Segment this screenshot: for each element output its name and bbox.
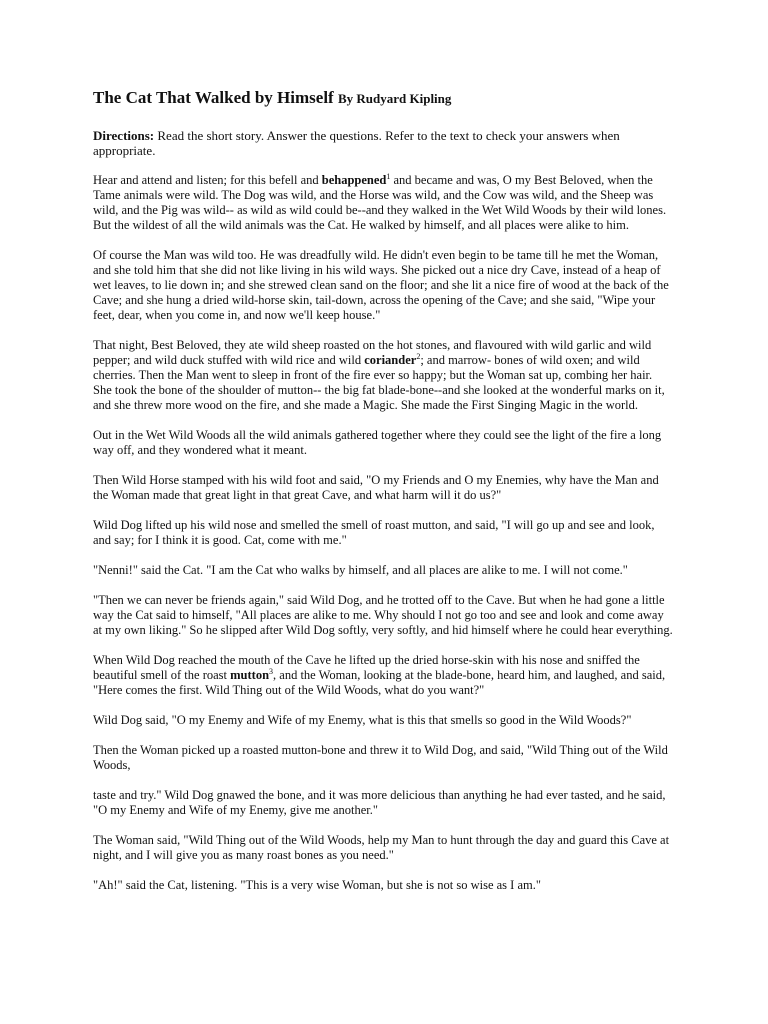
paragraph-4: Out in the Wet Wild Woods all the wild animals gathered together where they could see the light of the fire a long way off, and they wondered what it meant.	[93, 428, 662, 457]
directions-label: Directions:	[93, 128, 155, 143]
paragraph-13: The Woman said, "Wild Thing out of the Wild Woods, help my Man to hunt through the day and guard this Cave at night, and I will give you as many roast bones as you need."	[93, 833, 670, 862]
paragraph-11: Then the Woman picked up a roasted mutton-bone and threw it to Wild Dog, and said, "Wild Thing out of the Wild Woods,	[93, 743, 668, 772]
paragraph-8: "Then we can never be friends again," said Wild Dog, and he trotted off to the Cave. But when he had gone a little way the Cat said to himself, "All places are alike to me. Why should I not go too and see and look and come away at my own liking." So he slipped after Wild Dog softly, very softly, and hid himself where he could hear everything.	[93, 593, 673, 637]
paragraph-text: and became and was, O my Best Beloved, when the Tame animals were wild. The Dog was wild, and the Horse was wild, and the Cow was wild, and the Sheep was wild, and the Pig was wild-- as wild as wild could be--and they walked in the Wet Wild Woods by their wild lones. But the wildest of all the wild animals was the Cat. He walked by himself, and all places were alike to him.	[93, 173, 667, 232]
paragraph-12: taste and try." Wild Dog gnawed the bone, and it was more delicious than anything he had ever tasted, and he said, "O my Enemy and Wife of my Enemy, give me another."	[93, 788, 666, 817]
vocab-word-coriander: coriander	[364, 353, 417, 367]
paragraph-9	[93, 653, 673, 698]
document-page	[93, 88, 673, 908]
footnote-marker: 2	[416, 352, 421, 361]
story-byline: By Rudyard Kipling	[337, 91, 452, 106]
footnote-marker: 3	[269, 667, 274, 676]
paragraph-6: Wild Dog lifted up his wild nose and smelled the smell of roast mutton, and said, "I will go up and see and look, and say; for I think it is good. Cat, come with me."	[93, 518, 655, 547]
paragraph-text: That night, Best Beloved, they ate wild sheep roasted on the hot stones, and flavoured with wild garlic and wild pepper; and wild duck stuffed with wild rice and wild	[93, 338, 652, 367]
paragraph-14: "Ah!" said the Cat, listening. "This is a very wise Woman, but she is not so wise as I am."	[93, 878, 541, 892]
paragraph-2: Of course the Man was wild too. He was dreadfully wild. He didn't even begin to be tame till he met the Woman, and she told him that she did not like living in his wild ways. She picked out a nice dry Cave, instead of a heap of wet leaves, to lie down in; and she strewed clean sand on the floor; and she lit a nice fire of wood at the back of the Cave; and she hung a dried wild-horse skin, tail-down, across the opening of the Cave; and she said, "Wipe your feet, dear, when you come in, and now we'll keep house."	[93, 248, 669, 322]
directions-text: Read the short story. Answer the questions. Refer to the text to check your answers when appropriate.	[93, 128, 620, 158]
paragraph-text: , and the Woman, looking at the blade-bone, heard him, and laughed, and said, "Here comes the first. Wild Thing out of the Wild Woods, what do you want?"	[93, 668, 666, 697]
paragraph-text: Hear and attend and listen; for this befell and	[93, 173, 322, 187]
footnote-marker: 1	[386, 172, 391, 181]
paragraph-1	[93, 173, 673, 233]
paragraph-5: Then Wild Horse stamped with his wild foot and said, "O my Friends and O my Enemies, why have the Man and the Woman made that great light in that great Cave, and what harm will it do us?"	[93, 473, 659, 502]
story-title: The Cat That Walked by Himself	[93, 88, 334, 107]
paragraph-text: ; and marrow- bones of wild oxen; and wild cherries. Then the Man went to sleep in front of the fire ever so happy; but the Woman sat up, combing her hair. She took the bone of the shoulder of mutton-- the big fat blade-bone--and she looked at the wonderful marks on it, and she threw more wood on the fire, and she made a Magic. She made the First Singing Magic in the world.	[93, 353, 665, 412]
vocab-word-mutton: mutton	[230, 668, 270, 682]
directions	[93, 128, 673, 158]
paragraph-7: "Nenni!" said the Cat. "I am the Cat who walks by himself, and all places are alike to me. I will not come."	[93, 563, 628, 577]
paragraph-text: When Wild Dog reached the mouth of the Cave he lifted up the dried horse-skin with his nose and sniffed the beautiful smell of the roast	[93, 653, 640, 682]
paragraph-10: Wild Dog said, "O my Enemy and Wife of my Enemy, what is this that smells so good in the Wild Woods?"	[93, 713, 632, 727]
vocab-word-behappened: behappened	[321, 173, 387, 187]
story-title-line	[93, 88, 673, 109]
paragraph-3	[93, 338, 673, 413]
